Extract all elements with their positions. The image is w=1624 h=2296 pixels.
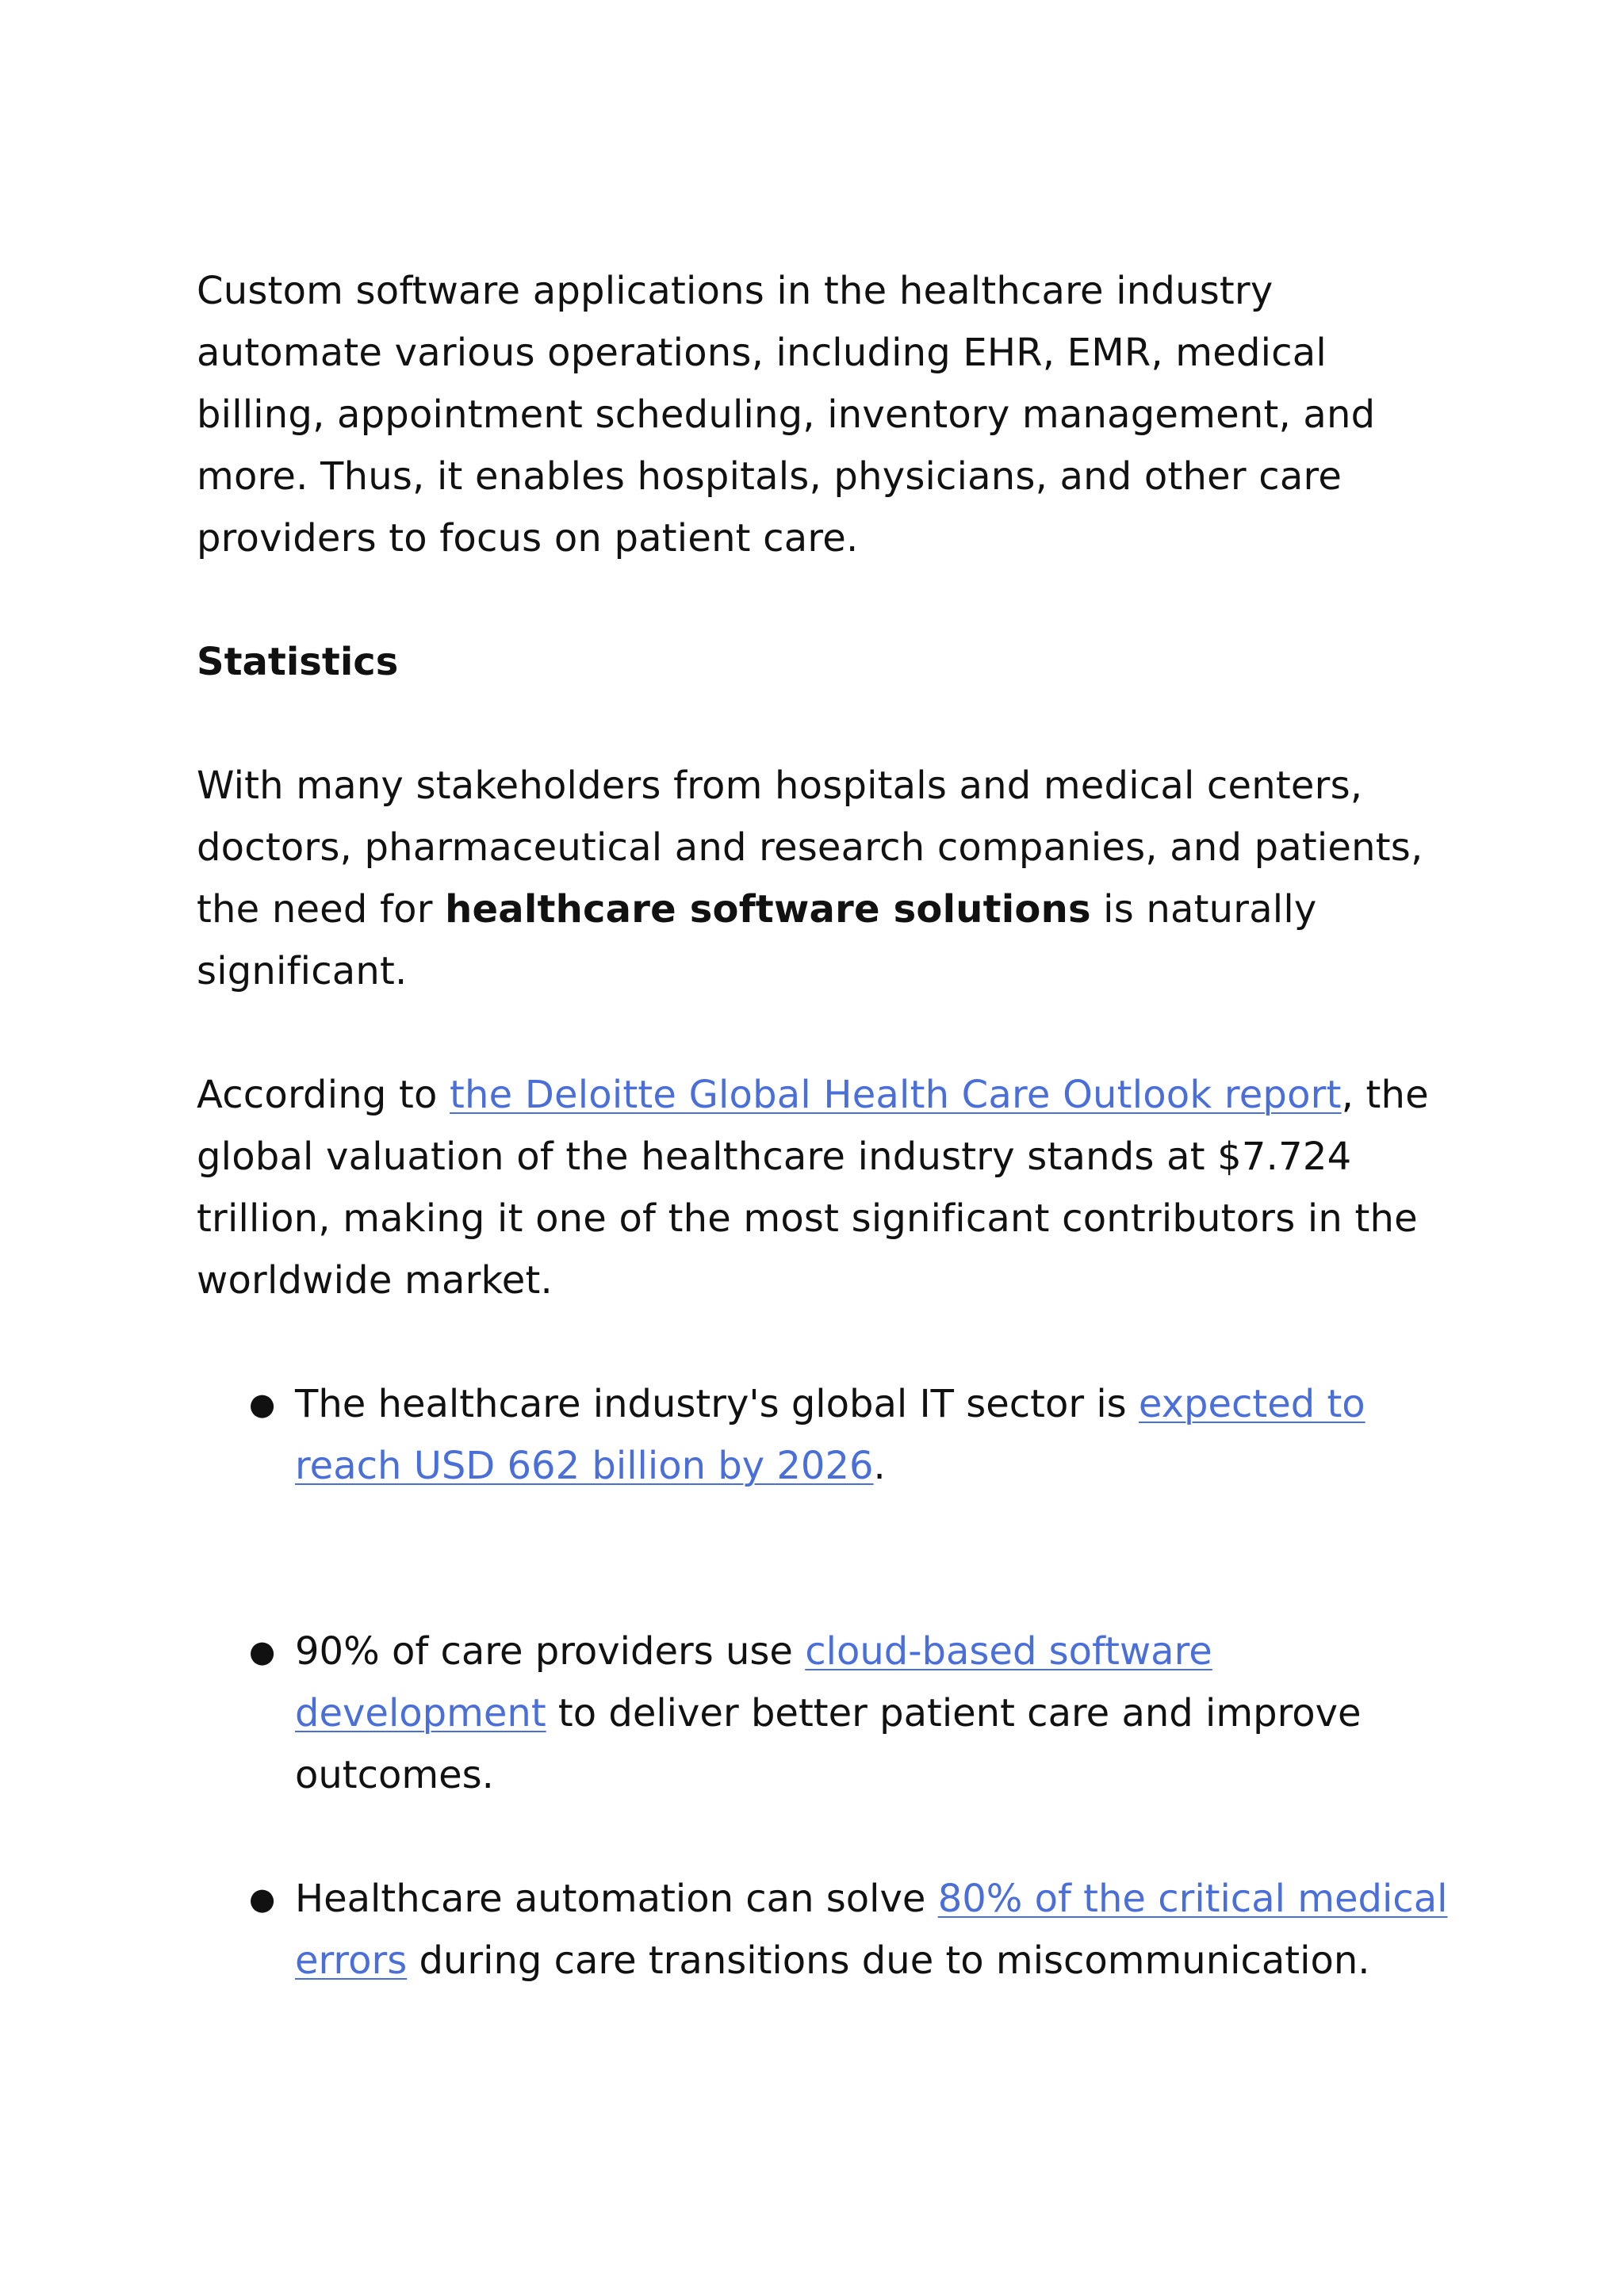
- cloud-based-development-link[interactable]: cloud-based software development: [295, 1629, 1212, 1735]
- bullet-text-before: Healthcare automation can solve: [295, 1877, 938, 1921]
- healthcare-software-solutions-bold: healthcare software solutions: [445, 887, 1091, 932]
- medical-errors-link[interactable]: 80% of the critical medical errors: [295, 1877, 1448, 1983]
- deloitte-text-before: According to: [197, 1073, 450, 1117]
- deloitte-paragraph: [197, 1064, 1465, 1311]
- bullet-icon: ●: [249, 1881, 276, 1916]
- statistics-heading: Statistics: [197, 640, 399, 684]
- bullet-text-after: during care transitions due to miscommunication.: [407, 1938, 1370, 1983]
- it-sector-forecast-link[interactable]: expected to reach USD 662 billion by 2026: [295, 1382, 1365, 1488]
- bullet-text-after: to deliver better patient care and improve outcomes.: [295, 1691, 1362, 1797]
- bullet-text-after: .: [873, 1444, 886, 1488]
- bullet-text-before: The healthcare industry's global IT sector is: [295, 1382, 1139, 1426]
- list-item: [197, 1373, 1465, 1497]
- statistics-bullet-list: [197, 1373, 1465, 1992]
- bullet-icon: ●: [249, 1634, 276, 1669]
- deloitte-text-after: , the global valuation of the healthcare industry stands at $7.724 trillion, making it one of the most significant contributors in the worldwide market.: [197, 1073, 1429, 1303]
- intro-paragraph: Custom software applications in the healthcare industry automate various operations, including EHR, EMR, medical billing, appointment scheduling, inventory management, and more. Thus, it enables hospitals, physicians, and other care providers to focus on patient care.: [197, 269, 1376, 561]
- bullet-icon: ●: [249, 1387, 276, 1422]
- deloitte-report-link[interactable]: the Deloitte Global Health Care Outlook report: [450, 1073, 1342, 1117]
- stakeholders-text-before: With many stakeholders from hospitals and medical centers, doctors, pharmaceutical and research companies, and patients, the need for: [197, 763, 1423, 932]
- list-item: [197, 1868, 1465, 1992]
- stakeholders-paragraph: [197, 755, 1465, 1002]
- list-item: [197, 1621, 1465, 1806]
- bullet-text-before: 90% of care providers use: [295, 1629, 806, 1674]
- stakeholders-text-after: is naturally significant.: [197, 887, 1317, 993]
